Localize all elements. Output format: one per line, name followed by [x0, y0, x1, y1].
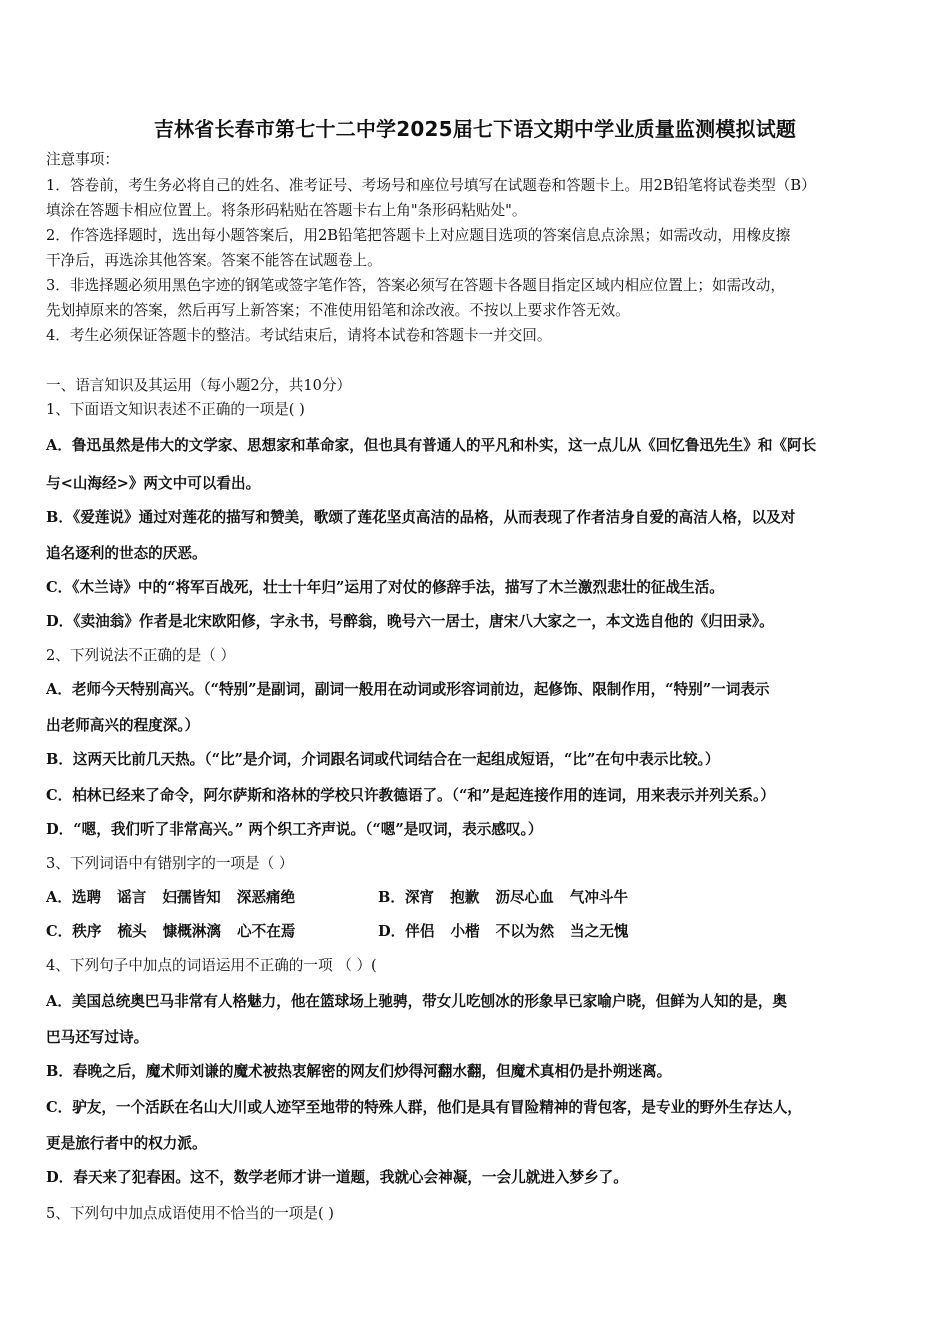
q3-word: 伴侣	[405, 923, 435, 940]
q3-option-d	[378, 922, 628, 942]
q4-option-a-cont: 巴马还写过诗。	[46, 1029, 149, 1046]
q3-option-label: C．	[46, 923, 73, 940]
notice-line: 4．考生必须保证答题卡的整洁。考试结束后，请将本试卷和答题卡一并交回。	[46, 327, 552, 344]
notice-line: 干净后，再选涂其他答案。答案不能答在试题卷上。	[46, 252, 382, 269]
q3-word: 当之无愧	[570, 923, 629, 940]
question-2-stem: 2、下列说法不正确的是（ ）	[46, 647, 236, 664]
q3-word: 深恶痛绝	[236, 889, 296, 906]
q3-word: 气冲斗牛	[569, 889, 629, 906]
question-4-stem: 4、下列句子中加点的词语运用不正确的一项 （ ）(	[46, 957, 377, 974]
q3-word: 谣言	[117, 889, 147, 906]
q4-option-a: A．美国总统奥巴马非常有人格魅力，他在篮球场上驰骋，带女儿吃刨冰的形象早已家喻户晓，但鲜为人知的是，奥	[46, 993, 788, 1010]
q4-option-c-cont: 更是旅行者中的权力派。	[46, 1135, 207, 1152]
notice-line: 填涂在答题卡相应位置上。将条形码粘贴在答题卡右上角"条形码粘贴处"。	[46, 202, 527, 219]
notice-line: 3．非选择题必须用黑色字迹的钢笔或签字笔作答，答案必须写在答题卡各题目指定区域内相应位置上；如需改动，	[46, 277, 785, 294]
q3-option-label: A．	[46, 889, 72, 906]
q3-word: 慷概淋漓	[162, 923, 222, 940]
q3-word: 选聘	[71, 889, 102, 906]
q3-word: 抱歉	[450, 889, 480, 906]
question-1-stem: 1、下面语文知识表述不正确的一项是( )	[46, 401, 305, 418]
q3-word: 不以为然	[495, 923, 555, 940]
q3-option-label: D．	[378, 923, 406, 940]
q4-option-d: D．春天来了犯春困。这不，数学老师才讲一道题，我就心会神凝，一会儿就进入梦乡了。	[46, 1169, 628, 1186]
question-3-stem: 3、下列词语中有错别字的一项是（ ）	[46, 855, 294, 872]
q1-option-d: D．《卖油翁》作者是北宋欧阳修，字永书，号醉翁，晚号六一居士，唐宋八大家之一，本文选自他的《归田录》。	[46, 613, 774, 630]
notice-line: 先划掉原来的答案，然后再写上新答案；不准使用铅笔和涂改液。不按以上要求作答无效。	[46, 302, 630, 319]
q3-word: 妇孺皆知	[162, 889, 221, 906]
section-heading: 一、语言知识及其运用（每小题2分，共10分）	[46, 377, 352, 394]
q3-word: 心不在焉	[237, 923, 296, 940]
notice-line: 1．答卷前，考生务必将自己的姓名、准考证号、考场号和座位号填写在试题卷和答题卡上。用2B铅笔将试卷类型（B）	[46, 177, 816, 194]
q3-word: 深宵	[404, 889, 435, 906]
q3-word: 沥尽心血	[495, 889, 554, 906]
q3-option-a	[46, 888, 295, 908]
notice-heading: 注意事项：	[46, 151, 119, 168]
q2-option-b: B．这两天比前几天热。（“比”是介词，介词跟名词或代词结合在一起组成短语，“比”在句中表示比较。）	[46, 751, 720, 768]
q1-option-b: B．《爱莲说》通过对莲花的描写和赞美，歌颂了莲花坚贞高洁的品格，从而表现了作者洁身自爱的高洁人格，以及对	[46, 509, 796, 526]
q3-option-b	[378, 888, 628, 908]
q3-word: 小楷	[450, 923, 480, 940]
q3-word: 梳头	[117, 923, 147, 940]
q2-option-c: C．柏林已经来了命令，阿尔萨斯和洛林的学校只许教德语了。（“和”是起连接作用的连词，用来表示并列关系。）	[46, 787, 775, 804]
q1-option-b-cont: 追名逐利的世态的厌恶。	[46, 545, 207, 562]
q1-option-a: A．鲁迅虽然是伟大的文学家、思想家和革命家，但也具有普通人的平凡和朴实，这一点儿从《回忆鲁迅先生》和《阿长	[46, 437, 817, 454]
q1-option-a-cont: 与<山海经>》两文中可以看出。	[46, 475, 261, 492]
q1-option-c: C．《木兰诗》中的“将军百战死，壮士十年归”运用了对仗的修辞手法，描写了木兰激烈悲壮的征战生活。	[46, 579, 724, 596]
notice-line: 2．作答选择题时，选出每小题答案后，用2B铅笔把答题卡上对应题目选项的答案信息点涂黑；如需改动，用橡皮擦	[46, 227, 791, 244]
q4-option-b: B．春晚之后，魔术师刘谦的魔术被热衷解密的网友们炒得河翻水翻，但魔术真相仍是扑朔迷离。	[46, 1063, 672, 1080]
q3-word: 秩序	[72, 923, 102, 940]
q3-option-c	[46, 922, 295, 942]
q4-option-c: C．驴友，一个活跃在名山大川或人迹罕至地带的特殊人群，他们是具有冒险精神的背包客，是专业的野外生存达人，	[46, 1099, 802, 1116]
exam-title: 吉林省长春市第七十二中学2025届七下语文期中学业质量监测模拟试题	[153, 117, 797, 141]
question-5-stem: 5、下列句中加点成语使用不恰当的一项是( )	[46, 1205, 335, 1222]
q3-option-label: B．	[378, 889, 405, 906]
q2-option-a-cont: 出老师高兴的程度深。）	[46, 717, 200, 734]
q2-option-d: D．“嗯，我们听了非常高兴。” 两个织工齐声说。（“嗯”是叹词，表示感叹。）	[46, 821, 543, 838]
q2-option-a: A．老师今天特别高兴。（“特别”是副词，副词一般用在动词或形容词前边，起修饰、限制作用，“特别”一词表示	[46, 681, 770, 698]
